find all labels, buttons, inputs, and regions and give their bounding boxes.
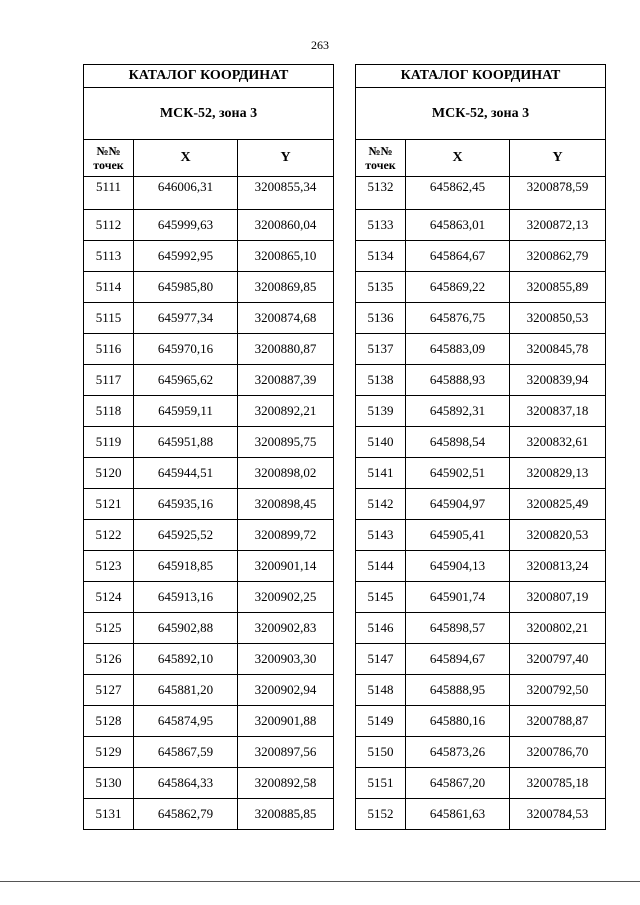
point-number-cell: 5146 [356, 613, 406, 644]
point-number-cell: 5137 [356, 334, 406, 365]
y-coordinate-cell: 3200813,24 [510, 551, 606, 582]
table-row [84, 489, 334, 520]
table-row [356, 303, 606, 334]
x-coordinate-cell: 645864,33 [134, 768, 238, 799]
y-coordinate-cell: 3200786,70 [510, 737, 606, 768]
y-coordinate-cell: 3200899,72 [238, 520, 334, 551]
y-coordinate-cell: 3200807,19 [510, 582, 606, 613]
x-coordinate-cell: 645935,16 [134, 489, 238, 520]
table-row [356, 613, 606, 644]
y-coordinate-cell: 3200885,85 [238, 799, 334, 830]
y-coordinate-cell: 3200869,85 [238, 272, 334, 303]
table-row [84, 675, 334, 706]
x-coordinate-cell: 645892,31 [406, 396, 510, 427]
coordinate-catalog-left [83, 64, 334, 830]
y-coordinate-cell: 3200902,83 [238, 613, 334, 644]
point-number-cell: 5135 [356, 272, 406, 303]
x-coordinate-cell: 645901,74 [406, 582, 510, 613]
y-coordinate-cell: 3200784,53 [510, 799, 606, 830]
point-number-cell: 5143 [356, 520, 406, 551]
table-row [84, 799, 334, 830]
point-number-cell: 5121 [84, 489, 134, 520]
x-coordinate-cell: 645898,54 [406, 427, 510, 458]
point-number-cell: 5113 [84, 241, 134, 272]
table-row [356, 458, 606, 489]
point-number-cell: 5140 [356, 427, 406, 458]
point-number-cell: 5126 [84, 644, 134, 675]
point-number-cell: 5133 [356, 210, 406, 241]
x-coordinate-cell: 645869,22 [406, 272, 510, 303]
x-coordinate-cell: 645970,16 [134, 334, 238, 365]
point-number-cell: 5139 [356, 396, 406, 427]
x-coordinate-cell: 646006,31 [134, 177, 238, 210]
point-number-cell: 5122 [84, 520, 134, 551]
x-coordinate-cell: 645992,95 [134, 241, 238, 272]
table-row [356, 334, 606, 365]
catalog-title: КАТАЛОГ КООРДИНАТ [356, 65, 606, 88]
table-row [84, 272, 334, 303]
point-number-cell: 5115 [84, 303, 134, 334]
table-row [356, 644, 606, 675]
y-coordinate-cell: 3200845,78 [510, 334, 606, 365]
x-coordinate-cell: 645874,95 [134, 706, 238, 737]
table-row [84, 396, 334, 427]
table-row [84, 706, 334, 737]
point-number-cell: 5150 [356, 737, 406, 768]
coordinate-system: МСК-52, зона 3 [84, 88, 334, 140]
point-number-cell: 5112 [84, 210, 134, 241]
table-row [84, 241, 334, 272]
x-coordinate-cell: 645977,34 [134, 303, 238, 334]
table-row [84, 210, 334, 241]
x-coordinate-cell: 645951,88 [134, 427, 238, 458]
point-number-cell: 5152 [356, 799, 406, 830]
point-number-cell: 5111 [84, 177, 134, 210]
y-coordinate-cell: 3200892,21 [238, 396, 334, 427]
catalog-title: КАТАЛОГ КООРДИНАТ [84, 65, 334, 88]
table-row [356, 365, 606, 396]
x-coordinate-cell: 645888,93 [406, 365, 510, 396]
column-header-y: Y [238, 140, 334, 177]
column-header-point-number: №№ точек [356, 140, 406, 177]
x-coordinate-cell: 645898,57 [406, 613, 510, 644]
x-coordinate-cell: 645913,16 [134, 582, 238, 613]
table-row [356, 489, 606, 520]
coordinate-catalog-right [355, 64, 606, 830]
point-number-cell: 5148 [356, 675, 406, 706]
x-coordinate-cell: 645861,63 [406, 799, 510, 830]
table-row [356, 520, 606, 551]
x-coordinate-cell: 645862,79 [134, 799, 238, 830]
table-row [356, 737, 606, 768]
y-coordinate-cell: 3200901,88 [238, 706, 334, 737]
y-coordinate-cell: 3200901,14 [238, 551, 334, 582]
table-row [356, 241, 606, 272]
x-coordinate-cell: 645892,10 [134, 644, 238, 675]
x-coordinate-cell: 645888,95 [406, 675, 510, 706]
point-number-cell: 5118 [84, 396, 134, 427]
x-coordinate-cell: 645863,01 [406, 210, 510, 241]
y-coordinate-cell: 3200832,61 [510, 427, 606, 458]
x-coordinate-cell: 645867,59 [134, 737, 238, 768]
point-number-cell: 5138 [356, 365, 406, 396]
table-row [84, 551, 334, 582]
point-number-cell: 5134 [356, 241, 406, 272]
y-coordinate-cell: 3200820,53 [510, 520, 606, 551]
x-coordinate-cell: 645873,26 [406, 737, 510, 768]
column-header-x: X [134, 140, 238, 177]
x-coordinate-cell: 645867,20 [406, 768, 510, 799]
x-coordinate-cell: 645904,13 [406, 551, 510, 582]
point-number-cell: 5125 [84, 613, 134, 644]
y-coordinate-cell: 3200837,18 [510, 396, 606, 427]
y-coordinate-cell: 3200855,34 [238, 177, 334, 210]
y-coordinate-cell: 3200860,04 [238, 210, 334, 241]
y-coordinate-cell: 3200887,39 [238, 365, 334, 396]
y-coordinate-cell: 3200855,89 [510, 272, 606, 303]
table-row [356, 427, 606, 458]
table-row [84, 737, 334, 768]
x-coordinate-cell: 645902,88 [134, 613, 238, 644]
y-coordinate-cell: 3200872,13 [510, 210, 606, 241]
point-number-cell: 5130 [84, 768, 134, 799]
y-coordinate-cell: 3200880,87 [238, 334, 334, 365]
y-coordinate-cell: 3200802,21 [510, 613, 606, 644]
table-row [84, 427, 334, 458]
y-coordinate-cell: 3200797,40 [510, 644, 606, 675]
y-coordinate-cell: 3200892,58 [238, 768, 334, 799]
y-coordinate-cell: 3200862,79 [510, 241, 606, 272]
table-row [356, 210, 606, 241]
table-row [356, 272, 606, 303]
point-number-cell: 5145 [356, 582, 406, 613]
point-number-cell: 5117 [84, 365, 134, 396]
table-row [84, 177, 334, 210]
column-header-point-number: №№ точек [84, 140, 134, 177]
x-coordinate-cell: 645880,16 [406, 706, 510, 737]
x-coordinate-cell: 645999,63 [134, 210, 238, 241]
table-row [84, 644, 334, 675]
point-number-cell: 5141 [356, 458, 406, 489]
point-number-cell: 5129 [84, 737, 134, 768]
table-row [356, 177, 606, 210]
x-coordinate-cell: 645881,20 [134, 675, 238, 706]
point-number-cell: 5131 [84, 799, 134, 830]
point-number-cell: 5128 [84, 706, 134, 737]
x-coordinate-cell: 645965,62 [134, 365, 238, 396]
x-coordinate-cell: 645985,80 [134, 272, 238, 303]
point-number-cell: 5124 [84, 582, 134, 613]
table-row [84, 458, 334, 489]
point-number-cell: 5114 [84, 272, 134, 303]
coordinate-system: МСК-52, зона 3 [356, 88, 606, 140]
x-coordinate-cell: 645902,51 [406, 458, 510, 489]
table-row [356, 582, 606, 613]
x-coordinate-cell: 645918,85 [134, 551, 238, 582]
bottom-rule [0, 881, 640, 882]
y-coordinate-cell: 3200865,10 [238, 241, 334, 272]
x-coordinate-cell: 645894,67 [406, 644, 510, 675]
table-row [356, 768, 606, 799]
point-number-cell: 5147 [356, 644, 406, 675]
table-row [356, 706, 606, 737]
y-coordinate-cell: 3200878,59 [510, 177, 606, 210]
table-row [84, 365, 334, 396]
y-coordinate-cell: 3200850,53 [510, 303, 606, 334]
point-number-cell: 5119 [84, 427, 134, 458]
point-number-cell: 5144 [356, 551, 406, 582]
point-number-cell: 5151 [356, 768, 406, 799]
y-coordinate-cell: 3200903,30 [238, 644, 334, 675]
page-number: 263 [311, 38, 329, 52]
table-row [84, 520, 334, 551]
point-number-cell: 5123 [84, 551, 134, 582]
table-body [84, 177, 334, 830]
x-coordinate-cell: 645944,51 [134, 458, 238, 489]
x-coordinate-cell: 645883,09 [406, 334, 510, 365]
table-row [356, 675, 606, 706]
y-coordinate-cell: 3200898,45 [238, 489, 334, 520]
x-coordinate-cell: 645904,97 [406, 489, 510, 520]
y-coordinate-cell: 3200874,68 [238, 303, 334, 334]
y-coordinate-cell: 3200902,94 [238, 675, 334, 706]
column-header-x: X [406, 140, 510, 177]
table-row [356, 551, 606, 582]
table-row [84, 303, 334, 334]
table-body [356, 177, 606, 830]
y-coordinate-cell: 3200785,18 [510, 768, 606, 799]
y-coordinate-cell: 3200897,56 [238, 737, 334, 768]
y-coordinate-cell: 3200829,13 [510, 458, 606, 489]
x-coordinate-cell: 645876,75 [406, 303, 510, 334]
table-row [84, 334, 334, 365]
table-row [356, 396, 606, 427]
point-number-cell: 5116 [84, 334, 134, 365]
y-coordinate-cell: 3200788,87 [510, 706, 606, 737]
point-number-cell: 5136 [356, 303, 406, 334]
column-header-y: Y [510, 140, 606, 177]
y-coordinate-cell: 3200898,02 [238, 458, 334, 489]
table-row [84, 768, 334, 799]
point-number-cell: 5142 [356, 489, 406, 520]
x-coordinate-cell: 645925,52 [134, 520, 238, 551]
table-row [84, 613, 334, 644]
y-coordinate-cell: 3200839,94 [510, 365, 606, 396]
x-coordinate-cell: 645959,11 [134, 396, 238, 427]
point-number-cell: 5120 [84, 458, 134, 489]
x-coordinate-cell: 645864,67 [406, 241, 510, 272]
table-row [84, 582, 334, 613]
table-row [356, 799, 606, 830]
point-number-cell: 5149 [356, 706, 406, 737]
y-coordinate-cell: 3200902,25 [238, 582, 334, 613]
y-coordinate-cell: 3200895,75 [238, 427, 334, 458]
point-number-cell: 5132 [356, 177, 406, 210]
point-number-cell: 5127 [84, 675, 134, 706]
y-coordinate-cell: 3200825,49 [510, 489, 606, 520]
y-coordinate-cell: 3200792,50 [510, 675, 606, 706]
x-coordinate-cell: 645905,41 [406, 520, 510, 551]
x-coordinate-cell: 645862,45 [406, 177, 510, 210]
